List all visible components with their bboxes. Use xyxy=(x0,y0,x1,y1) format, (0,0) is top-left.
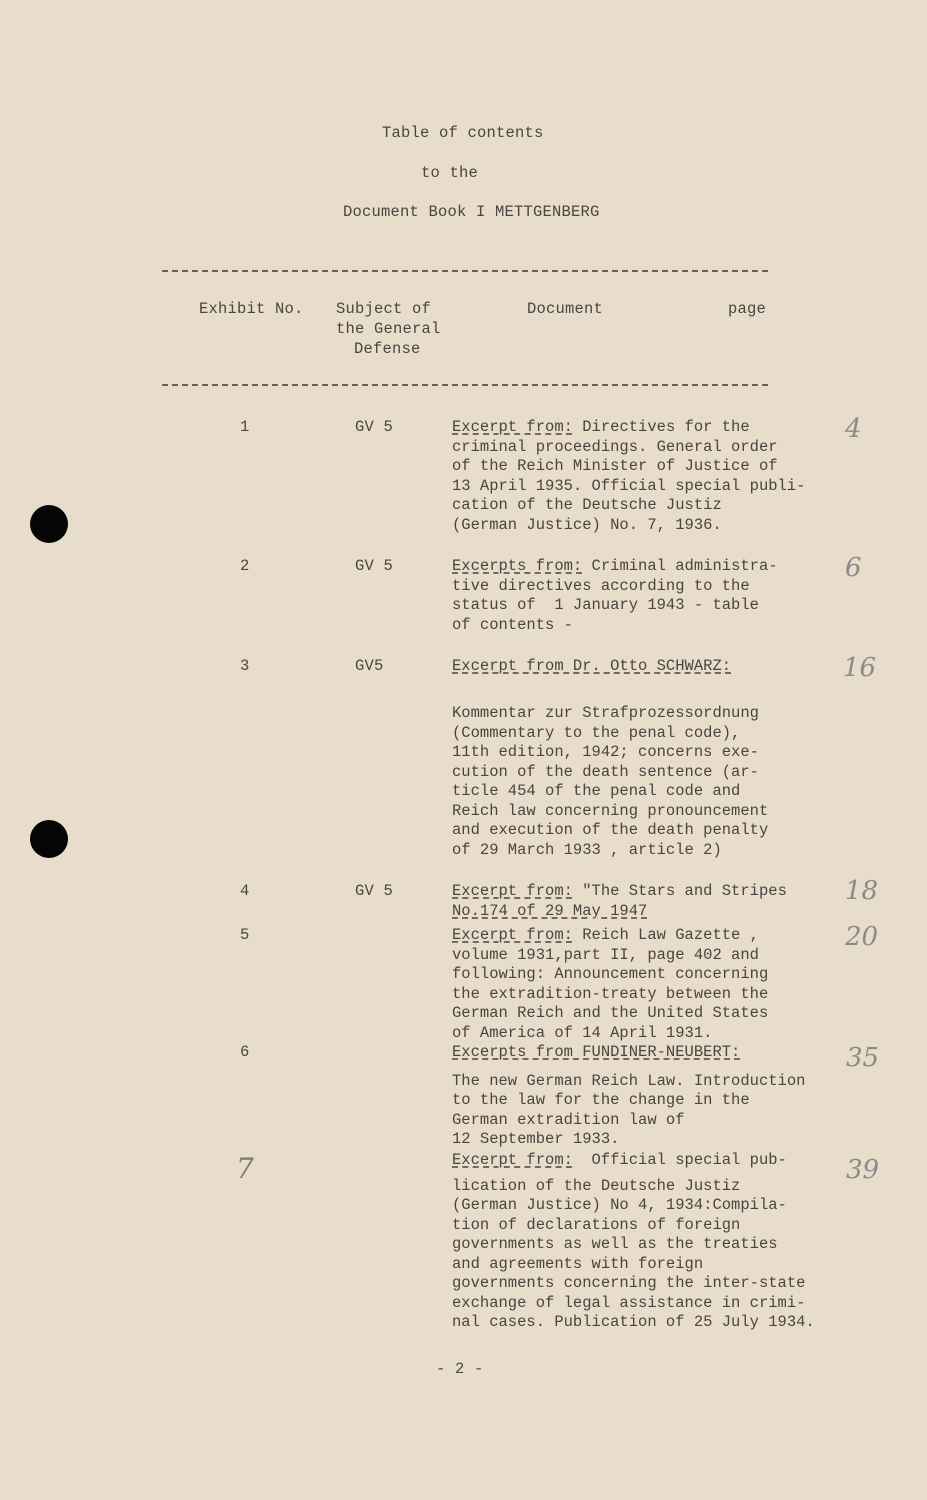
row-2-line-0: Criminal administra- xyxy=(591,557,778,575)
column-exhibit-no: Exhibit No. xyxy=(199,300,304,318)
row-7-page: 39 xyxy=(846,1155,880,1185)
row-1-line-3: 13 April 1935. Official special publi- xyxy=(452,476,806,495)
row-5-exhibit: 5 xyxy=(240,926,250,944)
row-2-subject: GV 5 xyxy=(355,557,394,575)
row-3-line-0: Kommentar zur Strafprozessordnung xyxy=(452,704,759,722)
row-4-subject: GV 5 xyxy=(355,882,394,900)
row-6-heading: Excerpts from FUNDINER-NEUBERT: xyxy=(452,1043,741,1061)
row-3-exhibit: 3 xyxy=(240,657,250,675)
row-3-line-5: Reich law concerning pronouncement xyxy=(452,801,769,820)
row-5-line-4: German Reich and the United States xyxy=(452,1004,769,1022)
row-5-line-2: following: Announcement concerning xyxy=(452,965,769,983)
row-2-line-2: status of 1 January 1943 - table xyxy=(452,596,759,614)
row-3-line-6: and execution of the death penalty xyxy=(452,821,769,839)
row-3-subject: GV5 xyxy=(355,657,384,675)
header-title: Table of contents xyxy=(382,124,544,142)
row-2-page: 6 xyxy=(845,553,862,583)
column-page: page xyxy=(728,300,767,318)
row-7-heading: Excerpt from: xyxy=(452,1151,573,1169)
row-6-line-3: 12 September 1933. xyxy=(452,1130,620,1148)
row-4-document xyxy=(452,882,832,921)
row-2-document xyxy=(452,557,832,635)
row-7-line-8: nal cases. Publication of 25 July 1934. xyxy=(452,1313,815,1331)
row-5-page: 20 xyxy=(845,922,879,952)
row-6-line-0: The new German Reich Law. Introduction xyxy=(452,1071,806,1090)
row-5-line-3: the extradition-treaty between the xyxy=(452,984,769,1003)
row-1-line-4: cation of the Deutsche Justiz xyxy=(452,496,722,514)
header-document-book: Document Book I METTGENBERG xyxy=(343,203,600,221)
row-7-line-0: Official special pub- xyxy=(591,1151,787,1169)
row-3-page: 16 xyxy=(843,653,877,683)
row-2-heading: Excerpts from: xyxy=(452,557,583,575)
row-4-line-0: "The Stars and Stripes xyxy=(582,882,787,900)
column-subject-line3: Defense xyxy=(354,340,421,358)
row-3-line-3: cution of the death sentence (ar- xyxy=(452,762,759,781)
row-7-line-4: governments as well as the treaties xyxy=(452,1235,778,1253)
row-3-document xyxy=(452,657,832,860)
row-7-line-3: tion of declarations of foreign xyxy=(452,1215,741,1234)
row-1-page: 4 xyxy=(845,414,862,444)
row-6-line-2: German extradition law of xyxy=(452,1110,685,1129)
row-6-line-1: to the law for the change in the xyxy=(452,1091,750,1109)
divider-top xyxy=(162,270,768,272)
row-4-exhibit: 4 xyxy=(240,882,250,900)
row-5-line-1: volume 1931,part II, page 402 and xyxy=(452,945,759,964)
column-document: Document xyxy=(527,300,604,318)
row-1-document xyxy=(452,418,832,535)
row-7-line-5: and agreements with foreign xyxy=(452,1254,704,1273)
row-3-line-4: ticle 454 of the penal code and xyxy=(452,782,741,800)
column-subject-line1: Subject of xyxy=(336,300,432,318)
row-2-exhibit: 2 xyxy=(240,557,250,575)
row-1-line-2: of the Reich Minister of Justice of xyxy=(452,457,778,475)
column-subject-line2: the General xyxy=(336,320,441,338)
row-2-line-3: of contents - xyxy=(452,615,573,634)
row-1-line-1: criminal proceedings. General order xyxy=(452,437,778,456)
row-1-line-5: (German Justice) No. 7, 1936. xyxy=(452,515,722,534)
row-4-page: 18 xyxy=(845,876,879,906)
row-5-line-5: of America of 14 April 1931. xyxy=(452,1023,713,1042)
row-1-line-0: Directives for the xyxy=(582,418,750,436)
row-3-line-7: of 29 March 1933 , article 2) xyxy=(452,840,722,859)
row-3-line-2: 11th edition, 1942; concerns exe- xyxy=(452,743,759,761)
row-6-exhibit: 6 xyxy=(240,1043,250,1061)
row-3-heading: Excerpt from Dr. Otto SCHWARZ: xyxy=(452,657,732,675)
row-1-heading: Excerpt from: xyxy=(452,418,573,436)
row-4-heading: Excerpt from: xyxy=(452,882,573,900)
row-7-line-7: exchange of legal assistance in crimi- xyxy=(452,1293,806,1312)
row-7-exhibit: 7 xyxy=(236,1152,254,1185)
row-1-subject: GV 5 xyxy=(355,418,394,436)
row-7-line-6: governments concerning the inter-state xyxy=(452,1274,806,1292)
row-4-line-1: No.174 of 29 May 1947 xyxy=(452,901,648,920)
row-7-line-2: (German Justice) No 4, 1934:Compila- xyxy=(452,1196,787,1214)
row-6-page: 35 xyxy=(846,1043,880,1073)
header-subtitle: to the xyxy=(421,164,479,182)
row-5-heading: Excerpt from: xyxy=(452,926,573,944)
row-3-line-1: (Commentary to the penal code), xyxy=(452,723,741,742)
row-2-line-1: tive directives according to the xyxy=(452,576,750,595)
footer-page-number: - 2 - xyxy=(436,1360,484,1378)
row-5-document xyxy=(452,926,832,1043)
row-7-line-1: lication of the Deutsche Justiz xyxy=(452,1176,741,1195)
punch-hole-top xyxy=(30,505,68,543)
punch-hole-bottom xyxy=(30,820,68,858)
row-6-document xyxy=(452,1043,832,1150)
divider-header xyxy=(162,384,768,386)
row-5-line-0: Reich Law Gazette , xyxy=(582,926,759,944)
row-1-exhibit: 1 xyxy=(240,418,250,436)
row-7-document xyxy=(452,1151,832,1333)
